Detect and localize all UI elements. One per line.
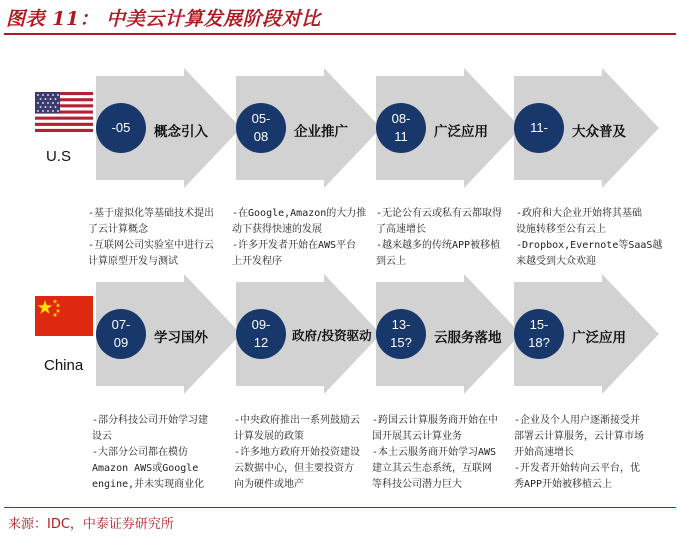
- source-divider: [4, 507, 676, 508]
- desc-line: -跨国云计算服务商开始在中: [372, 415, 499, 426]
- china-stage-4-desc: [514, 413, 644, 493]
- china-stage-3: [376, 274, 521, 394]
- desc-line: 了高速增长: [376, 224, 426, 235]
- desc-line: -开发者开始转向云平台，优: [514, 463, 641, 474]
- desc-line: 向为硬件或地产: [234, 479, 304, 490]
- us-stage-1-desc: [88, 206, 214, 270]
- source-note: 来源：IDC，中泰证券研究所: [8, 517, 174, 532]
- us-stage-2: [236, 68, 381, 188]
- desc-line: -在Google,Amazon的大力推: [232, 208, 367, 219]
- desc-line: -许多开发者开始在AWS平台: [232, 240, 357, 251]
- desc-line: -中央政府推出一系列鼓励云: [234, 415, 361, 426]
- us-stage-4: [514, 68, 659, 188]
- desc-line: 到云上: [376, 256, 406, 267]
- us-stage-4-desc: [516, 206, 662, 270]
- stage-period: 08- 11: [376, 103, 426, 153]
- us-flag-icon: [35, 92, 93, 132]
- desc-line: -政府和大企业开始将其基础: [516, 208, 643, 219]
- desc-line: -大部分公司都在模仿: [92, 447, 189, 458]
- stage-label: 企业推广: [294, 124, 348, 140]
- us-stage-2-desc: [232, 206, 366, 270]
- china-stage-1-desc: [92, 413, 208, 493]
- stage-label: 大众普及: [572, 124, 626, 140]
- china-stage-1: [96, 274, 241, 394]
- stage-label: 广泛应用: [434, 124, 488, 140]
- china-stage-2: [236, 274, 381, 394]
- stage-period: 09- 12: [236, 309, 286, 359]
- stage-label: 学习国外: [154, 330, 208, 346]
- stage-label: 政府/投资驱动: [292, 328, 372, 343]
- china-stage-2-desc: [234, 413, 360, 493]
- desc-line: -互联网公司实验室中进行云: [88, 240, 215, 251]
- desc-line: engine,并未实现商业化: [92, 479, 205, 490]
- desc-line: -许多地方政府开始投资建设: [234, 447, 361, 458]
- desc-line: 云数据中心，但主要投资方: [234, 463, 354, 474]
- desc-line: 等科技公司潜力巨大: [372, 479, 462, 490]
- stage-label: 云服务落地: [434, 330, 502, 346]
- desc-line: 开始高速增长: [514, 447, 574, 458]
- stage-label: 概念引入: [154, 124, 208, 140]
- desc-line: 国开展其云计算业务: [372, 431, 462, 442]
- stage-period: 13- 15?: [376, 309, 426, 359]
- us-stage-3-desc: [376, 206, 502, 270]
- desc-line: -Dropbox,Evernote等SaaS越: [516, 240, 663, 251]
- desc-line: -基于虚拟化等基础技术提出: [88, 208, 215, 219]
- desc-line: 了云计算概念: [88, 224, 148, 235]
- title-divider: [4, 33, 676, 35]
- stage-period: 07- 09: [96, 309, 146, 359]
- desc-line: 动下获得快速的发展: [232, 224, 322, 235]
- china-label: China: [44, 357, 84, 374]
- stage-period: -05: [96, 103, 146, 153]
- desc-line: -越来越多的传统APP被移植: [376, 240, 501, 251]
- desc-line: Amazon AWS或Google: [92, 463, 199, 474]
- figure-title: 图表 11： 中美云计算发展阶段对比: [6, 8, 321, 30]
- stage-period: 15- 18?: [514, 309, 564, 359]
- desc-line: 计算发展的政策: [234, 431, 304, 442]
- stage-label: 广泛应用: [572, 330, 626, 346]
- us-label: U.S: [46, 148, 72, 165]
- desc-line: 秀APP开始被移植云上: [514, 479, 613, 490]
- us-stage-3: [376, 68, 521, 188]
- china-stage-4: [514, 274, 659, 394]
- desc-line: -企业及个人用户逐渐接受并: [514, 415, 641, 426]
- stage-period: 11-: [514, 103, 564, 153]
- desc-line: 计算原型开发与测试: [88, 256, 178, 267]
- desc-line: 建立其云生态系统，互联网: [372, 463, 492, 474]
- stage-period: 05- 08: [236, 103, 286, 153]
- desc-line: -部分科技公司开始学习建: [92, 415, 209, 426]
- desc-line: 部署云计算服务，云计算市场: [514, 431, 644, 442]
- desc-line: 设施转移至公有云上: [516, 224, 606, 235]
- china-flag-icon: [35, 296, 93, 336]
- desc-line: -无论公有云或私有云都取得: [376, 208, 503, 219]
- desc-line: 设云: [92, 431, 112, 442]
- us-stage-1: [96, 68, 241, 188]
- desc-line: 上开发程序: [232, 256, 282, 267]
- china-stage-3-desc: [372, 413, 498, 493]
- desc-line: -本土云服务商开始学习AWS: [372, 447, 497, 458]
- desc-line: 来越受到大众欢迎: [516, 256, 596, 267]
